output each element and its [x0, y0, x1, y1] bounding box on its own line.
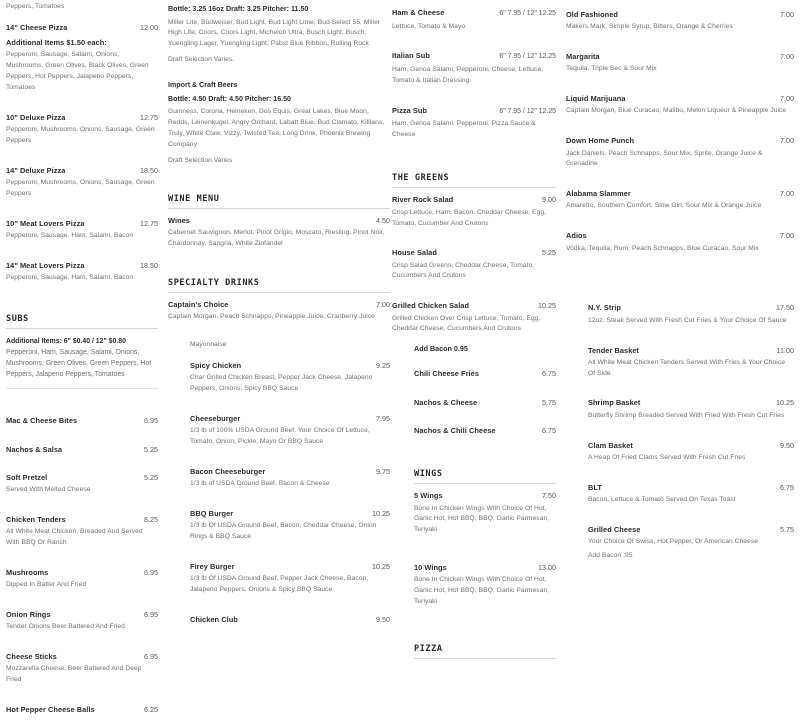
item-description: Crisp Salad Greens, Cheddar Cheese, Tomato, Cucumbers And Crutons — [392, 261, 535, 280]
menu-item[interactable] — [6, 568, 158, 591]
item-name: Grilled Cheese — [588, 524, 641, 534]
item-price: 6.95 — [144, 567, 158, 577]
item-name: Nachos & Salsa — [6, 444, 63, 454]
item-description: Dipped In Batter And Fried — [6, 581, 87, 589]
burger-description-fragment: Mayonnaise — [190, 341, 227, 349]
item-name: 10 Wings — [414, 563, 447, 573]
item-price: 7.00 — [780, 10, 794, 19]
item-name: Italian Sub — [392, 51, 430, 61]
section-divider — [168, 208, 390, 209]
item-name: Alabama Slammer — [566, 189, 631, 199]
menu-item[interactable] — [190, 414, 390, 448]
item-description: 12oz. Steak Served With Fresh Cut Fries & Your Choice Of Sauce — [588, 316, 787, 324]
item-name: 14" Meat Lovers Pizza — [6, 260, 85, 270]
item-price: 10.25 — [372, 509, 390, 519]
item-price: 6.95 — [144, 609, 158, 619]
item-name: BBQ Burger — [190, 509, 234, 519]
item-description: Ham, Genoa Salami, Pepperoni, Cheese, Lettuce, Tomato & Italian Dressing — [392, 66, 543, 84]
item-description: Pepperoni, Mushrooms, Onions, Sausage, Green Peppers — [6, 178, 155, 197]
item-description: Bone In Chicken Wings With Choice Of Hot, Garlic Hot, Hot BBQ, BBQ, Garlic Parmesan, Teriyaki — [414, 504, 550, 534]
menu-item[interactable] — [392, 8, 556, 32]
continued-ingredients-text: Peppers, Tomatoes — [6, 3, 65, 10]
item-name: River Rock Salad — [392, 195, 454, 205]
item-name: Captain's Choice — [168, 300, 229, 310]
item-price: 6" 7.95 / 12" 12.25 — [499, 107, 556, 115]
menu-column-1 — [6, 0, 158, 723]
menu-item[interactable] — [566, 231, 794, 254]
menu-item[interactable] — [566, 52, 794, 75]
item-price: 5.25 — [144, 472, 158, 482]
item-description: Pepperoni, Sausage, Salami, Onions, Mushrooms, Green Olives, Black Olives, Green Peppers, Hot Peppers, Jalapeno Peppers, Tomatoes — [6, 51, 149, 91]
item-name: Liquid Marijuana — [566, 94, 626, 104]
menu-item[interactable] — [566, 94, 794, 117]
menu-column-2 — [168, 0, 390, 633]
item-name: House Salad — [392, 248, 437, 258]
section-divider — [392, 187, 556, 188]
menu-item[interactable] — [190, 615, 390, 624]
item-description: Pepperoni, Mushrooms, Onions, Sausage, Green Peppers — [6, 125, 155, 144]
item-name: Chili Cheese Fries — [414, 369, 479, 379]
item-price: 8.25 — [144, 514, 158, 524]
item-description: Captain Morgan, Peach Schnapps, Pineapple Juice, Cranberry Juice — [168, 313, 375, 321]
item-price: 6" 7.95 / 12" 12.25 — [499, 53, 556, 61]
item-description: Butterfly Shrimp Breaded Served With Fried With Fresh Cut Fries — [588, 411, 785, 419]
item-description: Tender Onions Beer Battered And Fried — [6, 623, 125, 631]
menu-item[interactable] — [190, 361, 390, 395]
item-price: 6.95 — [144, 416, 158, 426]
item-description: Makers Mark, Simple Syrup, Bitters, Orange & Cherries — [566, 23, 733, 31]
item-price: 7.95 — [376, 414, 390, 424]
item-price: 9.00 — [542, 195, 556, 205]
item-name: Tender Basket — [588, 345, 640, 355]
item-price: 12.75 — [140, 112, 158, 122]
add-bacon-note: Add Bacon 0.95 — [414, 344, 468, 354]
item-description: Cabernet Sauvignon, Merlot, Pinot Grigio, Moscato, Riesling, Pinot Noir, Chardonnay, Sangria, White Zinfandel — [168, 229, 385, 247]
item-name: Cheeseburger — [190, 414, 241, 424]
item-price: 6.95 — [144, 652, 158, 662]
item-price: 18.50 — [140, 260, 158, 270]
item-price: 4.50 — [376, 215, 390, 225]
item-price: 17.50 — [776, 303, 794, 313]
menu-item[interactable] — [6, 473, 158, 496]
item-description: All White Meat Chicken Tenders Served With Fries & Your Choice Of Side — [588, 358, 785, 377]
item-name: Onion Rings — [6, 609, 51, 619]
menu-item[interactable] — [6, 705, 158, 714]
item-description: Tequila, Triple Sec & Sour Mix — [566, 65, 657, 73]
import-craft-pricing: Bottle: 4.50 Draft: 4.50 Pitcher: 16.50 — [168, 94, 292, 103]
item-description: Vodka, Tequila, Rum, Peach Schnapps, Blue Curacao, Sour Mix — [566, 244, 759, 252]
item-name: Soft Pretzel — [6, 472, 48, 482]
item-name: Bacon Cheeseburger — [190, 466, 266, 476]
item-price: 10.25 — [776, 398, 794, 408]
item-name: Clam Basket — [588, 440, 633, 450]
section-divider — [6, 388, 158, 389]
menu-item[interactable] — [588, 483, 794, 506]
item-name: 14" Cheese Pizza — [6, 22, 68, 32]
item-description: Bacon, Lettuce & Tomato Served On Texas Toast — [588, 495, 736, 503]
menu-item[interactable] — [6, 261, 158, 284]
menu-item[interactable] — [414, 426, 556, 435]
item-price: 5.25 — [542, 248, 556, 258]
item-price: 6.75 — [542, 425, 556, 435]
item-description: Jack Daniels, Peach Schnapps, Sour Mix, Sprite, Orange Juice & Grenadine — [566, 149, 763, 168]
item-name: Mushrooms — [6, 567, 49, 577]
menu-item[interactable] — [588, 303, 794, 326]
section-divider — [168, 292, 390, 293]
menu-item[interactable] — [392, 248, 556, 282]
item-name: Chicken Tenders — [6, 514, 66, 524]
item-name: 5 Wings — [414, 491, 443, 501]
section-heading-subs: SUBS — [6, 313, 29, 324]
item-description: Your Choice Of Swiss, Hot Pepper, Or American Cheese — [588, 537, 758, 545]
item-description: Crisp Lettuce, Ham, Bacon, Cheddar Cheese, Egg, Tomato, Cucumber And Crutons — [392, 208, 547, 227]
menu-item[interactable] — [566, 136, 794, 170]
item-price: 12.00 — [140, 22, 158, 32]
item-name: 14" Deluxe Pizza — [6, 165, 66, 175]
item-name: Margarita — [566, 52, 600, 62]
menu-item[interactable] — [392, 301, 556, 335]
item-price: 7.00 — [780, 231, 794, 241]
item-price: 12.75 — [140, 218, 158, 228]
item-name: Nachos & Chili Cheese — [414, 425, 496, 435]
item-description: Served With Melted Cheese — [6, 486, 91, 494]
menu-item[interactable] — [6, 113, 158, 147]
section-heading-wine-menu: WINE MENU — [168, 193, 220, 204]
menu-item[interactable] — [6, 416, 158, 425]
item-name: Down Home Punch — [566, 136, 635, 146]
item-price: 11.00 — [776, 345, 794, 355]
item-price: 9.25 — [376, 361, 390, 371]
item-name: Cheese Sticks — [6, 652, 57, 662]
item-name: Adios — [566, 231, 587, 241]
item-price: 13.00 — [538, 563, 556, 573]
item-name: Wines — [168, 215, 190, 225]
item-price: 9.75 — [376, 466, 390, 476]
item-description: Bone In Chicken Wings With Choice Of Hot, Garlic Hot, Hot BBQ, BBQ, Garlic Parmesan, Teriyaki — [414, 576, 550, 606]
menu-item[interactable] — [6, 445, 158, 454]
item-name: 10" Meat Lovers Pizza — [6, 218, 85, 228]
item-description: 1/3 lb of 100% USDA Ground Beef. Your Choice Of Lettuce, Tomato, Onion, Pickle, Mayo Or BBQ Sauce — [190, 427, 370, 446]
add-bacon-note: Add Bacon .95 — [588, 551, 633, 559]
item-description: A Heap Of Fried Clams Served With Fresh Cut Fries — [588, 453, 746, 461]
item-name: BLT — [588, 482, 602, 492]
subs-additional-list: Pepperoni, Ham, Sausage, Salami, Onions, Mushrooms, Green Olives, Green Peppers, Hot Peppers, Jalapeno Peppers, Tomatoes — [6, 349, 152, 379]
item-description: 1/3 lb Of USDA Ground Beef, Pepper Jack Cheese, Bacon, Jalapeno Peppers, Onions & Spicy BBQ Sauce — [190, 575, 369, 594]
menu-item[interactable] — [588, 346, 794, 380]
domestic-beer-pricing: Bottle: 3.25 16oz Draft: 3.25 Pitcher: 11.50 — [168, 5, 309, 13]
item-name: Chicken Club — [190, 614, 238, 624]
item-name: Nachos & Cheese — [414, 397, 478, 407]
section-heading-wings: WINGS — [414, 469, 443, 479]
menu-item[interactable] — [414, 563, 556, 608]
item-name: Shrimp Basket — [588, 398, 641, 408]
item-price: 7.00 — [780, 136, 794, 146]
section-heading-specialty-drinks: SPECIALTY DRINKS — [168, 277, 260, 288]
subs-additional-bold: Additional Items: 6" $0.40 / 12" $0.80 — [6, 338, 126, 346]
menu-item[interactable] — [190, 467, 390, 490]
item-description: Grilled Chicken Over Crisp Lettuce, Tomato, Egg, Cheddar Cheese, Cucumbers And Crutons — [392, 314, 541, 333]
menu-item[interactable] — [414, 369, 556, 378]
menu-item[interactable] — [392, 51, 556, 86]
menu-item[interactable] — [6, 166, 158, 200]
item-name: Grilled Chicken Salad — [392, 301, 470, 311]
item-price: 7.00 — [780, 94, 794, 104]
item-price: 7.00 — [376, 300, 390, 310]
section-divider — [414, 483, 556, 484]
menu-item[interactable] — [566, 189, 794, 212]
menu-column-4 — [566, 0, 794, 571]
menu-item[interactable] — [588, 441, 794, 464]
additional-items-label: Additional Items $1.50 each: — [6, 38, 107, 48]
item-price: 6.75 — [780, 482, 794, 492]
menu-item[interactable] — [6, 219, 158, 242]
menu-item[interactable] — [6, 23, 158, 94]
item-name: Ham & Cheese — [392, 8, 445, 17]
item-price: 7.00 — [780, 189, 794, 199]
section-heading-the-greens: THE GREENS — [392, 173, 450, 184]
item-price: 6.25 — [144, 704, 158, 714]
item-price: 9.50 — [376, 614, 390, 624]
item-price: 6" 7.95 / 12" 12.25 — [499, 10, 556, 17]
item-description: Pepperoni, Sausage, Ham, Salami, Bacon — [6, 273, 134, 281]
section-divider — [6, 328, 158, 329]
item-price: 18.50 — [140, 165, 158, 175]
menu-item[interactable] — [392, 106, 556, 141]
subs-additional-items — [6, 336, 158, 380]
import-craft-title: Import & Craft Beers — [168, 81, 238, 90]
section-heading-pizza: PIZZA — [414, 643, 443, 654]
item-price: 5.75 — [780, 524, 794, 534]
item-price: 9.50 — [780, 440, 794, 450]
menu-item[interactable] — [6, 652, 158, 686]
menu-item[interactable] — [6, 515, 158, 549]
menu-item[interactable] — [414, 491, 556, 536]
menu-item[interactable] — [588, 398, 794, 421]
item-name: 10" Deluxe Pizza — [6, 112, 66, 122]
item-description: 1/3 lb of USDA Ground Beef, Bacon & Cheese — [190, 480, 330, 488]
item-price: 10.25 — [372, 561, 390, 571]
section-divider — [414, 658, 556, 659]
item-name: Hot Pepper Cheese Balls — [6, 704, 95, 714]
item-description: Captain Morgan, Blue Curacao, Malibu, Melon Liqueur & Pineapple Juice — [566, 107, 787, 115]
menu-item[interactable] — [190, 509, 390, 543]
menu-item[interactable] — [566, 10, 794, 33]
item-name: Old Fashioned — [566, 10, 618, 19]
item-description: 1/3 lb Of USDA Ground Beef, Bacon, Cheddar Cheese, Onion Rings & BBQ Sauce — [190, 522, 377, 541]
import-craft-list: Guinness, Corona, Heineken, Dos Equis, Great Lakes, Blue Moon, Redds, Leinenkugel, Angry Orchard, Labatt Blue, Bud Clamato, Killians, Truly, White Claw, Vizzy, Twisted Tea, Long Drink, Phoenix Brewing Company — [168, 108, 385, 148]
item-price: 5.25 — [144, 444, 158, 454]
item-name: Mac & Cheese Bites — [6, 416, 78, 426]
item-description: Amaretto, Southern Comfort, Slow Gin, Sour Mix & Orange Juice — [566, 202, 762, 210]
item-price: 7.00 — [780, 52, 794, 62]
item-name: Firey Burger — [190, 561, 235, 571]
item-price: 10.25 — [538, 301, 556, 311]
item-description: All White Meat Chicken, Breaded And Served With BBQ Or Ranch — [6, 528, 143, 546]
domestic-beer-list: Miller Lite, Budweiser, Bud Light, Bud Light Lime, Bud Select 55, Miller High Life, Coors, Coors Light, Michelob Ultra, Busch Light, Busch, Yuengling Lager, Yuengling Light, Pabst Blue Ribbon, Rolling Rock — [168, 18, 381, 48]
menu-column-3 — [392, 0, 556, 666]
domestic-draft-note: Draft Selection Varies. — [168, 56, 235, 64]
menu-item[interactable] — [168, 300, 390, 323]
item-price: 7.50 — [542, 491, 556, 501]
item-description: Pepperoni, Sausage, Ham, Salami, Bacon — [6, 231, 134, 239]
item-description: Lettuce, Tomato & Mayo — [392, 22, 466, 30]
item-name: N.Y. Strip — [588, 303, 621, 313]
menu-item[interactable] — [414, 398, 556, 407]
item-name: Pizza Sub — [392, 105, 427, 115]
item-name: Spicy Chicken — [190, 361, 242, 371]
item-price: 5.75 — [542, 397, 556, 407]
menu-item[interactable] — [588, 525, 794, 562]
item-description: Ham, Genoa Salami, Pepperoni, Pizza Sauce & Cheese — [392, 120, 536, 139]
import-draft-note: Draft Selection Varies — [168, 156, 233, 164]
menu-item[interactable] — [6, 610, 158, 633]
item-description: Char Grilled Chicken Breast, Pepper Jack Cheese, Jalapeno Peppers, Onions, Spicy BBQ Sauce — [190, 374, 373, 393]
item-description: Mozzarella Cheese, Beer Battered And Deep Fried — [6, 665, 142, 684]
menu-item[interactable] — [190, 562, 390, 596]
item-price: 6.75 — [542, 369, 556, 379]
menu-item[interactable] — [168, 216, 390, 250]
menu-item[interactable] — [392, 195, 556, 229]
